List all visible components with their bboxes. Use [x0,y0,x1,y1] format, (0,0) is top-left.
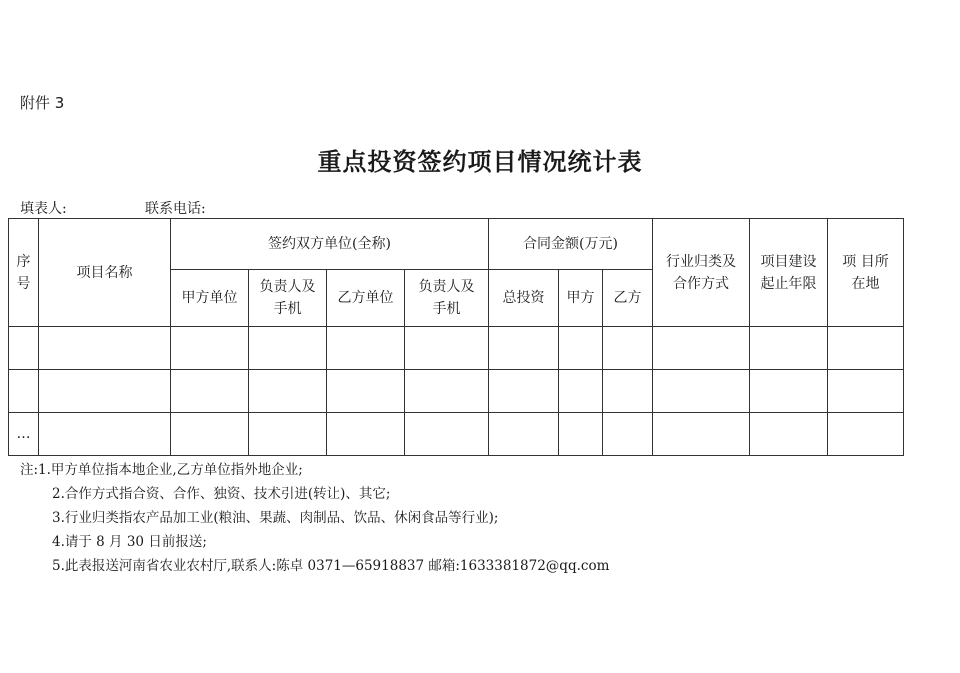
header-party-a-contact [249,270,327,327]
phone-label: 联系电话: [145,201,206,217]
table-cell[interactable] [603,370,653,413]
table-cell[interactable] [39,370,171,413]
header-industry-text: 行业归类及合作方式 [666,253,736,292]
header-party-b-contact-text: 负责人及手机 [418,279,475,317]
header-party-b [327,270,405,327]
header-amount-a-text: 甲方 [566,290,595,306]
table-cell[interactable] [559,327,603,370]
table-cell[interactable] [828,413,904,456]
table-cell[interactable] [603,413,653,456]
table-row [9,370,904,413]
table-cell[interactable] [9,370,39,413]
header-amount-b [603,270,653,327]
notes [20,458,609,578]
header-party-b-contact [405,270,489,327]
table-cell[interactable] [171,370,249,413]
statistics-table [8,218,904,456]
table-cell[interactable] [559,370,603,413]
page-title: 重点投资签约项目情况统计表 [317,147,643,176]
table-cell[interactable] [327,370,405,413]
table-cell[interactable] [489,370,559,413]
table-cell[interactable] [559,413,603,456]
table-cell[interactable] [405,370,489,413]
header-party-b-text: 乙方单位 [337,290,394,306]
note-item: 5.此表报送河南省农业农村厅,联系人:陈卓 0371—65918837 邮箱:1633381872@qq.com [52,558,610,574]
table-cell[interactable] [828,370,904,413]
table-cell[interactable] [405,413,489,456]
table-cell[interactable] [171,327,249,370]
header-party-a [171,270,249,327]
note-item: 注:1.甲方单位指本地企业,乙方单位指外地企业; [20,462,303,478]
ellipsis-cell: … [9,413,39,456]
table-cell[interactable] [249,370,327,413]
table-cell[interactable] [171,413,249,456]
table-cell[interactable] [327,327,405,370]
table-cell[interactable] [603,327,653,370]
table-cell[interactable] [750,327,828,370]
table-cell[interactable] [489,413,559,456]
header-parties-group [171,219,489,270]
attachment-label: 附件 3 [20,94,65,112]
header-amount-b-text: 乙方 [613,290,642,306]
header-period-text: 项目建设起止年限 [760,253,817,292]
header-total-investment-text: 总投资 [502,290,545,306]
header-industry [653,219,750,327]
note-item: 2.合作方式指合资、合作、独资、技术引进(转让)、其它; [52,486,391,502]
header-seq [9,219,39,327]
table-cell[interactable] [249,327,327,370]
table-cell[interactable] [39,327,171,370]
table-cell[interactable] [249,413,327,456]
header-location-text: 项 目所在地 [842,253,889,292]
table-cell[interactable] [489,327,559,370]
header-project-name-text: 项目名称 [76,264,133,281]
header-period [750,219,828,327]
table-cell[interactable] [653,370,750,413]
note-item: 4.请于 8 月 30 日前报送; [52,534,207,550]
table-cell[interactable] [653,413,750,456]
table-cell[interactable] [9,327,39,370]
header-party-a-text: 甲方单位 [181,290,238,306]
header-amount-group [489,219,653,270]
header-parties-group-text: 签约双方单位(全称) [268,236,391,252]
header-amount-group-text: 合同金额(万元) [523,236,618,252]
header-total-investment [489,270,559,327]
header-amount-a [559,270,603,327]
table-row [9,327,904,370]
header-party-a-contact-text: 负责人及手机 [259,279,316,317]
header-project-name [39,219,171,327]
header-seq-text: 序号 [16,253,31,292]
table-cell[interactable] [39,413,171,456]
filler-label: 填表人: [20,201,67,217]
table-cell[interactable] [405,327,489,370]
table-cell[interactable] [750,370,828,413]
note-item: 3.行业归类指农产品加工业(粮油、果蔬、肉制品、饮品、休闲食品等行业); [52,510,499,526]
table-cell[interactable] [828,327,904,370]
table-row [9,413,904,456]
table-cell[interactable] [327,413,405,456]
table-cell[interactable] [653,327,750,370]
table-cell[interactable] [750,413,828,456]
header-location [828,219,904,327]
